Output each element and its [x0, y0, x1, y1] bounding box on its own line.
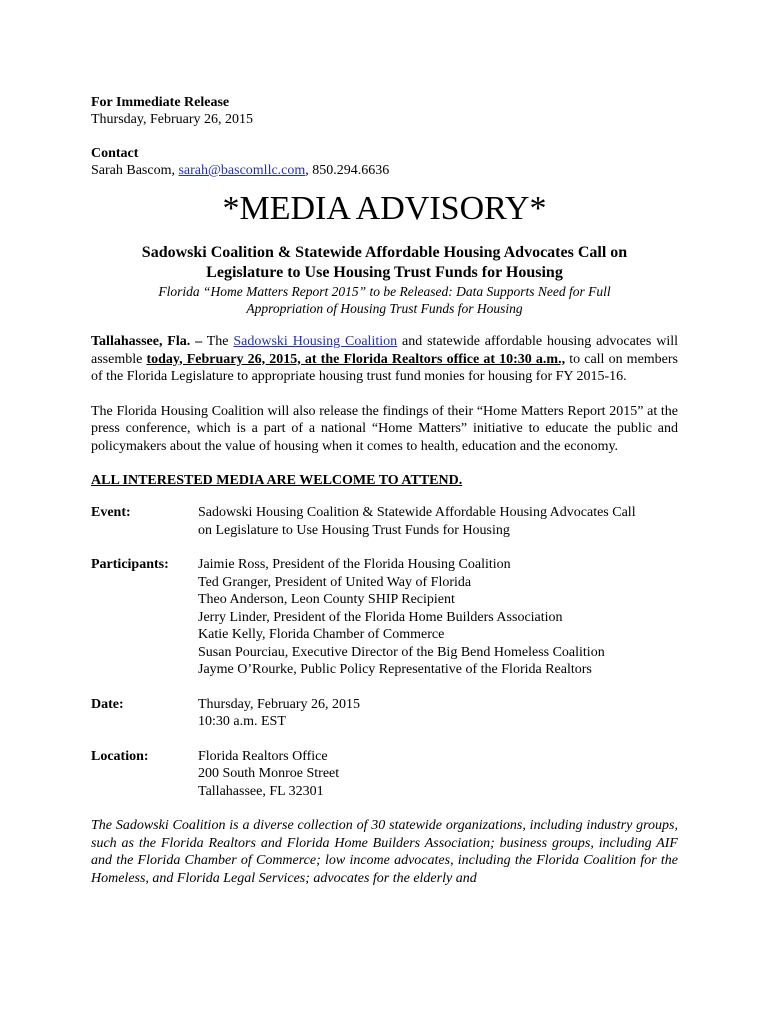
- event-line: Sadowski Housing Coalition & Statewide Affordable Housing Advocates Call: [198, 505, 636, 520]
- participant-item: Jerry Linder, President of the Florida Home Builders Association: [198, 609, 563, 625]
- event-time-emphasis: today, February 26, 2015, at the Florida Realtors office at 10:30 a.m.,: [146, 351, 566, 367]
- release-block: [91, 94, 678, 128]
- event-row: [91, 504, 678, 539]
- subheadline-line-1: Florida “Home Matters Report 2015” to be Released: Data Supports Need for Full: [158, 284, 611, 299]
- date-value: [198, 696, 678, 731]
- location-line: 200 South Monroe Street: [198, 766, 340, 781]
- headline-line-1: Sadowski Coalition & Statewide Affordable Housing Advocates Call on: [141, 244, 628, 261]
- contact-line: [91, 162, 678, 179]
- time-line: 10:30 a.m. EST: [198, 714, 286, 729]
- participant-item: Ted Granger, President of United Way of Florida: [198, 574, 472, 590]
- advisory-title: *MEDIA ADVISORY*: [222, 190, 547, 227]
- contact-block: [91, 145, 678, 179]
- contact-email-link[interactable]: sarah@bascomllc.com: [178, 163, 306, 178]
- contact-phone: , 850.294.6636: [305, 163, 390, 178]
- welcome-notice: ALL INTERESTED MEDIA ARE WELCOME TO ATTEND.: [91, 473, 463, 488]
- subheadline-line-2: Appropriation of Housing Trust Funds for Housing: [246, 301, 523, 316]
- location-value: [198, 748, 678, 801]
- participants-list: [198, 556, 678, 679]
- participant-item: Jayme O’Rourke, Public Policy Representative of the Florida Realtors: [198, 662, 592, 677]
- release-label: For Immediate Release: [91, 95, 230, 110]
- about-paragraph: The Sadowski Coalition is a diverse collection of 30 statewide organizations, including industry groups, such as the Florida Realtors and Florida Home Builders Association; business groups, including AIF and the Florida Chamber of Commerce; low income advocates, including the Florida Coalition for the Homeless, and Florida Legal Services; advocates for the elderly and: [91, 818, 678, 886]
- event-line: on Legislature to Use Housing Trust Funds for Housing: [198, 522, 510, 538]
- location-row: [91, 748, 678, 801]
- participants-row: [91, 556, 678, 679]
- contact-name: Sarah Bascom,: [91, 163, 179, 178]
- participants-label: Participants:: [91, 557, 169, 572]
- location-label: Location:: [91, 748, 149, 764]
- participant-item: Susan Pourciau, Executive Director of the Big Bend Homeless Coalition: [198, 644, 605, 660]
- event-value: [198, 504, 678, 539]
- event-label: Event:: [91, 505, 131, 520]
- participant-item: Katie Kelly, Florida Chamber of Commerce: [198, 627, 445, 642]
- participant-item: Jaimie Ross, President of the Florida Housing Coalition: [198, 557, 511, 572]
- intro-text-b: and statewide affordable housing advocates will assemble: [91, 334, 678, 367]
- dateline: Tallahassee, Fla. –: [91, 334, 203, 349]
- location-line: Florida Realtors Office: [198, 748, 328, 764]
- intro-text-a: The: [202, 334, 234, 349]
- report-paragraph: The Florida Housing Coalition will also release the findings of their “Home Matters Report 2015” at the press conference, which is a part of a national “Home Matters” initiative to educate the public and policymakers about the value of housing when it comes to health, education and the economy.: [91, 403, 678, 454]
- date-row: [91, 696, 678, 731]
- headline: [91, 243, 678, 283]
- intro-paragraph: [91, 333, 678, 386]
- sadowski-coalition-link[interactable]: Sadowski Housing Coalition: [233, 334, 398, 349]
- subheadline: [91, 283, 678, 317]
- participant-item: Theo Anderson, Leon County SHIP Recipient: [198, 592, 455, 607]
- headline-line-2: Legislature to Use Housing Trust Funds for Housing: [206, 264, 563, 281]
- release-date: Thursday, February 26, 2015: [91, 112, 254, 127]
- date-line: Thursday, February 26, 2015: [198, 696, 361, 712]
- contact-label: Contact: [91, 146, 139, 161]
- location-line: Tallahassee, FL 32301: [198, 783, 324, 799]
- date-label: Date:: [91, 696, 124, 712]
- intro-text-c: to call on members of the Florida Legislature to appropriate housing trust fund monies for housing for FY 2015-16.: [91, 351, 679, 384]
